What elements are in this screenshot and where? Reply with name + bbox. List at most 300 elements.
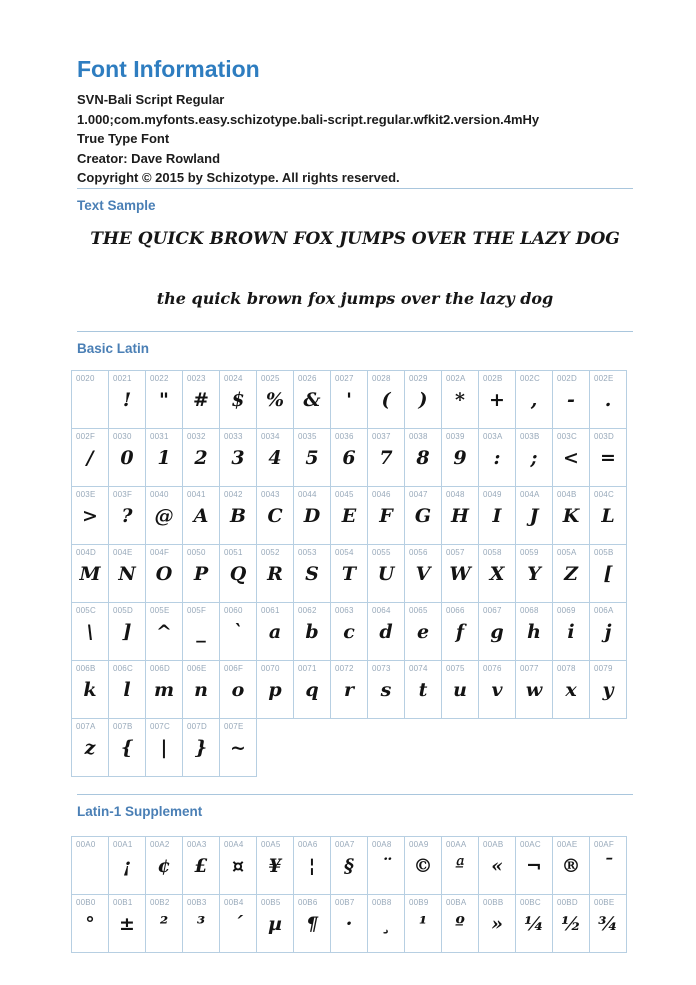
glyph-cell [552, 544, 590, 603]
glyph-sample: w [525, 678, 543, 701]
codepoint-label: 00BE [594, 897, 615, 907]
glyph-cell [552, 428, 590, 487]
glyph-sample: = [600, 446, 616, 469]
glyph-cell [256, 544, 294, 603]
glyph-sample: : [493, 446, 501, 469]
glyph-cell [108, 544, 146, 603]
glyph-cell [71, 602, 109, 661]
glyph-sample: c [343, 620, 355, 643]
glyph-cell [589, 370, 627, 429]
codepoint-label: 00A2 [150, 839, 170, 849]
glyph-sample: C [267, 504, 283, 527]
glyph-cell [219, 370, 257, 429]
glyph-cell [182, 718, 220, 777]
glyph-cell [404, 428, 442, 487]
glyph-sample: u [453, 678, 467, 701]
glyph-sample: E [341, 504, 357, 527]
glyph-cell [108, 370, 146, 429]
glyph-table-row [71, 660, 633, 718]
glyph-sample: ¡ [122, 854, 132, 877]
codepoint-label: 0065 [409, 605, 428, 615]
glyph-sample: _ [196, 620, 206, 643]
codepoint-label: 0026 [298, 373, 317, 383]
glyph-sample: b [305, 620, 319, 643]
codepoint-label: 0071 [298, 663, 317, 673]
codepoint-label: 006B [76, 663, 96, 673]
codepoint-label: 00A7 [335, 839, 355, 849]
glyph-sample: { [120, 736, 134, 759]
glyph-sample: ; [530, 446, 538, 469]
glyph-sample: © [413, 854, 433, 877]
glyph-sample: X [489, 562, 505, 585]
codepoint-label: 0074 [409, 663, 428, 673]
glyph-cell [145, 544, 183, 603]
glyph-cell [589, 836, 627, 895]
glyph-sample: T [341, 562, 357, 585]
page-title: Font Information [77, 56, 260, 82]
glyph-sample: j [604, 620, 612, 643]
glyph-cell [293, 486, 331, 545]
codepoint-label: 0063 [335, 605, 354, 615]
glyph-sample: f [455, 620, 465, 643]
glyph-sample: ~ [230, 736, 246, 759]
codepoint-label: 00B6 [298, 897, 318, 907]
codepoint-label: 00B3 [187, 897, 207, 907]
glyph-sample: ¶ [305, 912, 319, 935]
codepoint-label: 0036 [335, 431, 354, 441]
glyph-cell [256, 836, 294, 895]
glyph-cell [515, 370, 553, 429]
glyph-cell [330, 486, 368, 545]
glyph-cell [293, 836, 331, 895]
codepoint-label: 0076 [483, 663, 502, 673]
codepoint-label: 00BC [520, 897, 541, 907]
codepoint-label: 0021 [113, 373, 132, 383]
glyph-cell [182, 544, 220, 603]
glyph-cell [552, 602, 590, 661]
glyph-sample: a [268, 620, 282, 643]
glyph-cell [293, 602, 331, 661]
glyph-sample: h [527, 620, 541, 643]
codepoint-label: 0044 [298, 489, 317, 499]
glyph-sample: » [491, 912, 503, 935]
codepoint-label: 00AA [446, 839, 467, 849]
glyph-sample: A [193, 504, 209, 527]
basic-latin-glyph-table [71, 370, 633, 776]
glyph-cell [71, 428, 109, 487]
section-heading-basic-latin: Basic Latin [77, 340, 150, 356]
glyph-sample: U [377, 562, 395, 585]
glyph-sample: ¤ [231, 854, 245, 877]
glyph-sample: K [562, 504, 580, 527]
codepoint-label: 0068 [520, 605, 539, 615]
glyph-sample: g [490, 620, 504, 643]
codepoint-label: 0045 [335, 489, 354, 499]
codepoint-label: 00A0 [76, 839, 96, 849]
glyph-cell [182, 836, 220, 895]
glyph-sample: H [451, 504, 469, 527]
codepoint-label: 0077 [520, 663, 539, 673]
glyph-sample: S [305, 562, 319, 585]
glyph-sample: D [303, 504, 321, 527]
codepoint-label: 006F [224, 663, 244, 673]
glyph-sample: ^ [156, 620, 172, 643]
codepoint-label: 0048 [446, 489, 465, 499]
glyph-sample: ? [121, 504, 133, 527]
glyph-cell [589, 428, 627, 487]
text-sample-uppercase: THE QUICK BROWN FOX JUMPS OVER THE LAZY DOG [90, 228, 620, 249]
codepoint-label: 00B1 [113, 897, 133, 907]
codepoint-label: 0057 [446, 547, 465, 557]
codepoint-label: 00A5 [261, 839, 281, 849]
glyph-cell [552, 894, 590, 953]
glyph-cell [367, 370, 405, 429]
glyph-cell [182, 660, 220, 719]
glyph-sample: i [567, 620, 575, 643]
codepoint-label: 002E [594, 373, 614, 383]
glyph-cell [589, 544, 627, 603]
glyph-sample: ± [119, 912, 135, 935]
glyph-cell [330, 544, 368, 603]
codepoint-label: 007A [76, 721, 96, 731]
glyph-sample: ( [381, 388, 391, 411]
glyph-sample: ¥ [268, 854, 282, 877]
codepoint-label: 0020 [76, 373, 95, 383]
glyph-cell [478, 486, 516, 545]
codepoint-label: 00B4 [224, 897, 244, 907]
glyph-sample: > [82, 504, 98, 527]
glyph-sample: e [416, 620, 430, 643]
codepoint-label: 007E [224, 721, 244, 731]
glyph-cell [145, 718, 183, 777]
glyph-sample: z [84, 736, 96, 759]
glyph-table-row [71, 836, 633, 894]
latin1-supplement-glyph-table [71, 836, 633, 952]
codepoint-label: 0053 [298, 547, 317, 557]
codepoint-label: 006E [187, 663, 207, 673]
glyph-cell [589, 602, 627, 661]
codepoint-label: 0067 [483, 605, 502, 615]
codepoint-label: 0025 [261, 373, 280, 383]
glyph-sample: - [567, 388, 575, 411]
glyph-sample: ¢ [157, 854, 171, 877]
codepoint-label: 0058 [483, 547, 502, 557]
glyph-sample: ¦ [308, 854, 316, 877]
glyph-sample: + [489, 388, 505, 411]
glyph-cell [256, 370, 294, 429]
glyph-cell [441, 660, 479, 719]
glyph-cell [515, 544, 553, 603]
glyph-table-row [71, 544, 633, 602]
codepoint-label: 0024 [224, 373, 243, 383]
codepoint-label: 0066 [446, 605, 465, 615]
codepoint-label: 0042 [224, 489, 243, 499]
codepoint-label: 00BD [557, 897, 578, 907]
glyph-sample: 3 [231, 446, 245, 469]
font-copyright: Copyright © 2015 by Schizotype. All rights reserved. [77, 170, 400, 185]
glyph-sample: R [267, 562, 283, 585]
glyph-sample: ) [418, 388, 428, 411]
glyph-cell [108, 718, 146, 777]
glyph-table-row [71, 428, 633, 486]
codepoint-label: 00AE [557, 839, 578, 849]
glyph-sample: @ [154, 504, 174, 527]
codepoint-label: 00AC [520, 839, 541, 849]
glyph-table-row [71, 602, 633, 660]
codepoint-label: 00AB [483, 839, 504, 849]
glyph-sample: ª [455, 854, 465, 877]
codepoint-label: 00B5 [261, 897, 281, 907]
codepoint-label: 0037 [372, 431, 391, 441]
codepoint-label: 0039 [446, 431, 465, 441]
glyph-sample: | [160, 736, 168, 759]
codepoint-label: 006D [150, 663, 170, 673]
glyph-cell [71, 660, 109, 719]
glyph-cell [404, 660, 442, 719]
codepoint-label: 00BB [483, 897, 504, 907]
codepoint-label: 006A [594, 605, 614, 615]
glyph-cell [71, 894, 109, 953]
glyph-cell [293, 370, 331, 429]
glyph-sample: 7 [379, 446, 393, 469]
glyph-sample: M [79, 562, 101, 585]
glyph-cell [145, 370, 183, 429]
codepoint-label: 007B [113, 721, 133, 731]
glyph-sample: ! [122, 388, 132, 411]
codepoint-label: 0051 [224, 547, 243, 557]
codepoint-label: 0049 [483, 489, 502, 499]
glyph-cell [515, 894, 553, 953]
glyph-cell [330, 370, 368, 429]
glyph-cell [219, 428, 257, 487]
codepoint-label: 00B0 [76, 897, 96, 907]
glyph-cell [515, 428, 553, 487]
codepoint-label: 002F [76, 431, 96, 441]
codepoint-label: 00B8 [372, 897, 392, 907]
codepoint-label: 002B [483, 373, 503, 383]
codepoint-label: 0052 [261, 547, 280, 557]
glyph-sample: µ [268, 912, 282, 935]
glyph-cell [256, 660, 294, 719]
glyph-cell [552, 660, 590, 719]
glyph-cell [441, 602, 479, 661]
glyph-sample: 9 [453, 446, 467, 469]
glyph-sample: § [344, 854, 354, 877]
glyph-sample: o [231, 678, 245, 701]
codepoint-label: 00A8 [372, 839, 392, 849]
glyph-cell [108, 486, 146, 545]
codepoint-label: 002A [446, 373, 466, 383]
codepoint-label: 002C [520, 373, 540, 383]
codepoint-label: 0038 [409, 431, 428, 441]
codepoint-label: 003F [113, 489, 133, 499]
glyph-sample: J [529, 504, 539, 527]
codepoint-label: 0047 [409, 489, 428, 499]
glyph-cell [478, 370, 516, 429]
glyph-sample: s [380, 678, 392, 701]
glyph-sample: # [193, 388, 209, 411]
glyph-sample: Q [229, 562, 247, 585]
glyph-sample: 0 [120, 446, 134, 469]
glyph-cell [515, 602, 553, 661]
codepoint-label: 003B [520, 431, 540, 441]
glyph-cell [441, 836, 479, 895]
glyph-cell [478, 544, 516, 603]
codepoint-label: 0033 [224, 431, 243, 441]
glyph-cell [293, 428, 331, 487]
glyph-sample: * [455, 388, 465, 411]
glyph-cell [441, 370, 479, 429]
codepoint-label: 005E [150, 605, 170, 615]
glyph-cell [478, 836, 516, 895]
codepoint-label: 0029 [409, 373, 428, 383]
text-sample-lowercase: the quick brown fox jumps over the lazy dog [156, 288, 554, 308]
glyph-cell [108, 428, 146, 487]
codepoint-label: 004A [520, 489, 540, 499]
glyph-cell [589, 660, 627, 719]
codepoint-label: 003D [594, 431, 614, 441]
section-heading-text-sample: Text Sample [77, 197, 156, 213]
glyph-sample: ¾ [598, 912, 618, 935]
glyph-cell [552, 370, 590, 429]
codepoint-label: 0073 [372, 663, 391, 673]
codepoint-label: 0030 [113, 431, 132, 441]
codepoint-label: 004D [76, 547, 96, 557]
glyph-sample: ¸ [381, 912, 391, 935]
glyph-cell [71, 544, 109, 603]
glyph-cell [330, 894, 368, 953]
font-metadata [77, 90, 633, 188]
glyph-cell [367, 544, 405, 603]
codepoint-label: 0031 [150, 431, 169, 441]
glyph-sample: º [455, 912, 465, 935]
glyph-cell [108, 836, 146, 895]
section-divider [77, 331, 633, 332]
codepoint-label: 00B7 [335, 897, 355, 907]
codepoint-label: 0022 [150, 373, 169, 383]
codepoint-label: 00B9 [409, 897, 429, 907]
codepoint-label: 004C [594, 489, 614, 499]
glyph-cell [145, 660, 183, 719]
glyph-cell [71, 836, 109, 895]
glyph-sample: r [343, 678, 354, 701]
codepoint-label: 00B2 [150, 897, 170, 907]
glyph-sample: F [379, 504, 393, 527]
glyph-sample: W [449, 562, 471, 585]
glyph-table-row [71, 486, 633, 544]
glyph-cell [256, 486, 294, 545]
glyph-sample: ¹ [418, 912, 428, 935]
glyph-sample: / [86, 446, 94, 469]
glyph-cell [219, 836, 257, 895]
glyph-table-row [71, 894, 633, 952]
codepoint-label: 005C [76, 605, 96, 615]
glyph-sample: q [305, 678, 319, 701]
glyph-cell [293, 660, 331, 719]
font-creator: Creator: Dave Rowland [77, 150, 221, 166]
glyph-cell [441, 544, 479, 603]
codepoint-label: 0056 [409, 547, 428, 557]
glyph-sample: ´ [233, 912, 243, 935]
font-type: True Type Font [77, 131, 170, 146]
glyph-cell [441, 428, 479, 487]
codepoint-label: 00BA [446, 897, 467, 907]
glyph-sample: ½ [561, 912, 581, 935]
glyph-sample: l [123, 678, 131, 701]
glyph-sample: n [194, 678, 208, 701]
glyph-sample: ¼ [524, 912, 544, 935]
codepoint-label: 004E [113, 547, 133, 557]
glyph-sample: I [492, 504, 502, 527]
glyph-sample: N [118, 562, 136, 585]
codepoint-label: 0050 [187, 547, 206, 557]
glyph-cell [256, 428, 294, 487]
codepoint-label: 00A4 [224, 839, 244, 849]
glyph-cell [404, 544, 442, 603]
section-divider [77, 794, 633, 795]
glyph-sample: . [604, 388, 612, 411]
codepoint-label: 003E [76, 489, 96, 499]
glyph-sample: < [563, 446, 579, 469]
glyph-cell [404, 486, 442, 545]
glyph-cell [219, 602, 257, 661]
codepoint-label: 0032 [187, 431, 206, 441]
glyph-cell [367, 486, 405, 545]
glyph-cell [404, 836, 442, 895]
glyph-sample: 6 [342, 446, 356, 469]
glyph-cell [145, 836, 183, 895]
glyph-cell [182, 428, 220, 487]
codepoint-label: 005F [187, 605, 207, 615]
glyph-cell [145, 602, 183, 661]
glyph-cell [219, 544, 257, 603]
glyph-sample: m [153, 678, 175, 701]
glyph-cell [330, 602, 368, 661]
codepoint-label: 0040 [150, 489, 169, 499]
glyph-cell [145, 428, 183, 487]
glyph-sample: ¯ [603, 854, 613, 877]
codepoint-label: 0064 [372, 605, 391, 615]
codepoint-label: 0054 [335, 547, 354, 557]
glyph-cell [515, 486, 553, 545]
glyph-sample: $ [231, 388, 245, 411]
glyph-sample: Z [564, 562, 578, 585]
glyph-cell [71, 370, 109, 429]
codepoint-label: 00A1 [113, 839, 133, 849]
glyph-cell [293, 894, 331, 953]
glyph-sample: 2 [194, 446, 208, 469]
codepoint-label: 005A [557, 547, 577, 557]
codepoint-label: 003A [483, 431, 503, 441]
glyph-cell [71, 718, 109, 777]
glyph-sample: ] [122, 620, 132, 643]
glyph-cell [182, 486, 220, 545]
codepoint-label: 0072 [335, 663, 354, 673]
codepoint-label: 0069 [557, 605, 576, 615]
glyph-cell [293, 544, 331, 603]
glyph-sample: ³ [196, 912, 206, 935]
glyph-cell [404, 894, 442, 953]
glyph-cell [404, 370, 442, 429]
glyph-sample: [ [603, 562, 613, 585]
codepoint-label: 0060 [224, 605, 243, 615]
glyph-cell [515, 836, 553, 895]
codepoint-label: 00AF [594, 839, 614, 849]
glyph-cell [108, 894, 146, 953]
glyph-sample: B [229, 504, 247, 527]
codepoint-label: 00A9 [409, 839, 429, 849]
glyph-cell [589, 486, 627, 545]
